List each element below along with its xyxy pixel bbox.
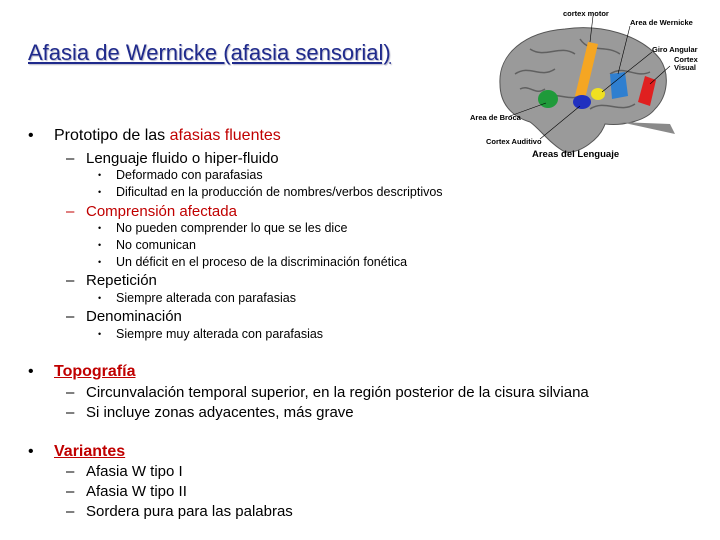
bullet-dot-icon: • bbox=[28, 127, 34, 144]
list-item: – Si incluye zonas adyacentes, más grave bbox=[66, 404, 354, 421]
list-item: • Siempre muy alterada con parafasias bbox=[98, 327, 324, 341]
list-item: – Afasia W tipo I bbox=[66, 463, 183, 480]
bullet-variantes: • Variantes bbox=[28, 443, 126, 460]
label-cortex-visual-2: Visual bbox=[674, 63, 696, 72]
list-item: – Circunvalación temporal superior, en la región posterior de la cisura silviana bbox=[66, 384, 589, 401]
sub-comprension-afectada: – Comprensión afectada bbox=[66, 203, 237, 220]
list-item: • No pueden comprender lo que se les dice bbox=[98, 221, 348, 235]
sub-denominacion: – Denominación bbox=[66, 308, 182, 325]
label-areas-lenguaje: Areas del Lenguaje bbox=[532, 149, 620, 160]
bullet-dot-icon: • bbox=[28, 363, 34, 380]
afasias-fluentes-highlight: afasias fluentes bbox=[169, 127, 281, 144]
sub-repeticion: – Repetición bbox=[66, 272, 157, 289]
label-cortex-auditivo: Cortex Auditivo bbox=[486, 137, 542, 146]
auditory-cortex-region bbox=[573, 95, 591, 109]
sub-lenguaje-fluido: – Lenguaje fluido o hiper-fluido bbox=[66, 150, 279, 167]
broca-region bbox=[538, 90, 558, 108]
bullet-prototipo: • Prototipo de las afasias fluentes bbox=[28, 127, 281, 144]
label-giro-angular: Giro Angular bbox=[652, 45, 698, 54]
label-area-broca: Area de Broca bbox=[470, 113, 521, 122]
list-item: • Dificultad en la producción de nombres/verbos descriptivos bbox=[98, 185, 443, 199]
angular-gyrus-region bbox=[591, 88, 605, 100]
label-cortex-motor: cortex motor bbox=[563, 9, 609, 18]
list-item: – Afasia W tipo II bbox=[66, 483, 187, 500]
list-item: • No comunican bbox=[98, 238, 196, 252]
brain-language-areas-diagram bbox=[470, 4, 710, 164]
list-item: • Un déficit en el proceso de la discriminación fonética bbox=[98, 255, 408, 269]
list-item: • Siempre alterada con parafasias bbox=[98, 291, 296, 305]
list-item: – Sordera pura para las palabras bbox=[66, 503, 293, 520]
label-cortex-visual-1: Cortex bbox=[674, 55, 698, 64]
list-item: • Deformado con parafasias bbox=[98, 168, 263, 182]
bullet-topografia: • Topografía bbox=[28, 363, 136, 380]
wernicke-region bbox=[610, 72, 628, 99]
bullet-dot-icon: • bbox=[28, 443, 34, 460]
slide-title: Afasia de Wernicke (afasia sensorial) bbox=[28, 40, 391, 65]
label-area-wernicke: Area de Wernicke bbox=[630, 18, 693, 27]
